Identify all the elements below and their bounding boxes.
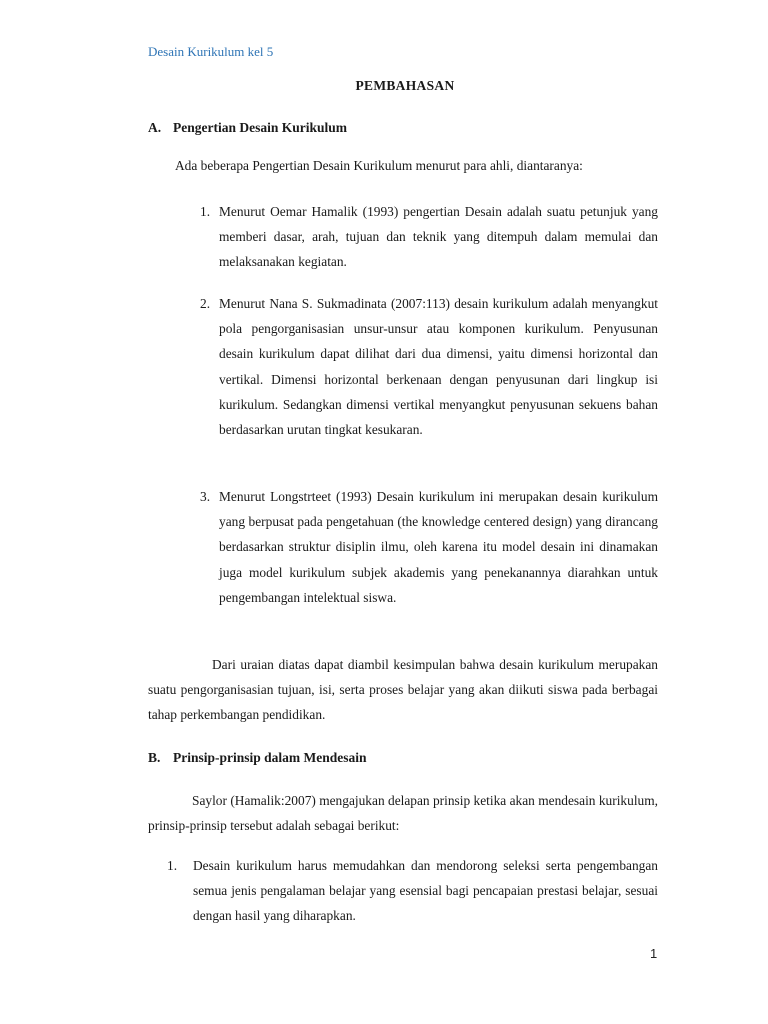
section-a-title: Pengertian Desain Kurikulum — [173, 120, 348, 135]
section-a-letter: A. — [148, 120, 162, 135]
list-item-number: 1. — [200, 204, 211, 219]
page-title: PEMBAHASAN — [355, 78, 455, 93]
running-header: Desain Kurikulum kel 5 — [148, 44, 274, 59]
section-b-title: Prinsip-prinsip dalam Mendesain — [173, 750, 367, 765]
list-item — [167, 853, 658, 929]
list-item — [200, 484, 658, 610]
list-item-number: 1. — [167, 858, 178, 873]
section-b-intro: Saylor (Hamalik:2007) mengajukan delapan prinsip ketika akan mendesain kurikulum, prinsip-prinsip tersebut adalah sebagai berikut: — [148, 793, 658, 834]
list-item-text: Menurut Longstrteet (1993) Desain kurikulum ini merupakan desain kurikulum yang berpusat pada pengetahuan (the knowledge centered design) yang dirancang berdasarkan struktur disiplin ilmu, oleh karena itu model desain ini dinamakan juga model kurikulum subjek akademis yang penekanannya diarahkan untuk pengembangan intelektual siswa. — [219, 489, 658, 605]
list-item-text: Menurut Oemar Hamalik (1993) pengertian Desain adalah suatu petunjuk yang memberi dasar, arah, tujuan dan teknik yang ditempuh dalam memulai dan melaksanakan kegiatan. — [219, 204, 658, 270]
list-item — [200, 291, 658, 442]
section-b-heading — [148, 750, 367, 766]
page-number: 1 — [650, 946, 658, 961]
section-b-letter: B. — [148, 750, 161, 765]
list-item-number: 2. — [200, 296, 211, 311]
list-item — [200, 199, 658, 275]
list-item-text: Menurut Nana S. Sukmadinata (2007:113) desain kurikulum adalah menyangkut pola pengorganisasian unsur-unsur atau komponen kurikulum. Penyusunan desain kurikulum dapat dilihat dari dua dimensi, yaitu dimensi horizontal dan vertikal. Dimensi horizontal berkenaan dengan penyusunan dari lingkup isi kurikulum. Sedangkan dimensi vertikal menyangkut penyusunan sekuens bahan berdasarkan urutan tingkat kesukaran. — [219, 296, 658, 438]
list-item-text: Desain kurikulum harus memudahkan dan mendorong seleksi serta pengembangan semua jenis pengalaman belajar yang esensial bagi pencapaian prestasi belajar, sesuai dengan hasil yang diharapkan. — [193, 858, 658, 924]
list-item-number: 3. — [200, 489, 211, 504]
section-a-heading — [148, 120, 347, 136]
section-a-intro: Ada beberapa Pengertian Desain Kurikulum menurut para ahli, diantaranya: — [175, 158, 583, 173]
section-a-conclusion: Dari uraian diatas dapat diambil kesimpulan bahwa desain kurikulum merupakan suatu pengorganisasian tujuan, isi, serta proses belajar yang akan diikuti siswa pada berbagai tahap perkembangan pendidikan. — [148, 657, 658, 723]
